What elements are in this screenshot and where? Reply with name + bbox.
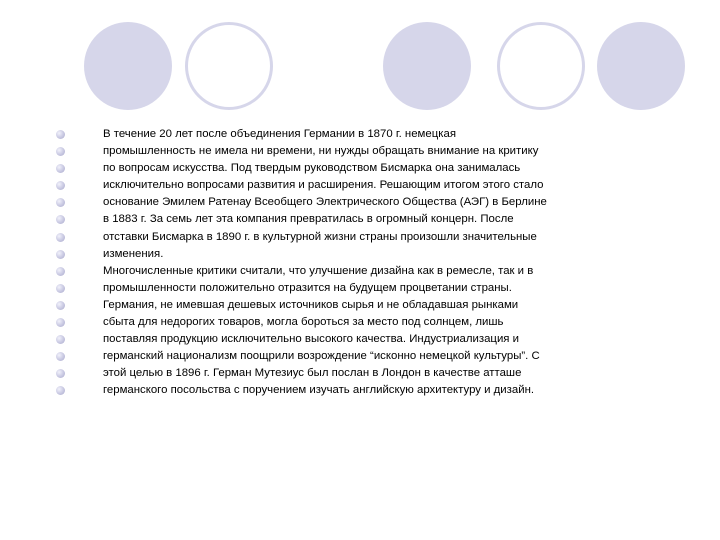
list-item [56,126,656,143]
circle-filled-2 [383,22,471,110]
list-item [56,280,656,297]
list-item-text: сбыта для недорогих товаров, могла бороться за место под солнцем, лишь [103,316,504,329]
list-item [56,194,656,211]
list-item-text: по вопросам искусства. Под твердым руководством Бисмарка она занималась [103,162,521,175]
list-item [56,160,656,177]
list-item-text: отставки Бисмарка в 1890 г. в культурной жизни страны произошли значительные [103,230,537,243]
bullet-icon [56,147,65,156]
list-item-text: в 1883 г. За семь лет эта компания превратилась в огромный концерн. После [103,213,514,226]
circle-outline-2 [497,22,585,110]
list-item [56,263,656,280]
list-item [56,246,656,263]
bullet-icon [56,335,65,344]
circle-filled-1 [84,22,172,110]
bullet-icon [56,181,65,190]
bullet-icon [56,198,65,207]
list-item-text: изменения. [103,247,164,260]
bullet-icon [56,164,65,173]
list-item [56,382,656,399]
list-item [56,314,656,331]
bullet-icon [56,130,65,139]
list-item [56,177,656,194]
circle-outline-1 [185,22,273,110]
list-item-text: Германия, не имевшая дешевых источников сырья и не обладавшая рынками [103,298,519,311]
list-item [56,348,656,365]
bullet-icon [56,369,65,378]
bullet-list [56,126,656,400]
circle-filled-3 [597,22,685,110]
list-item-text: германского посольства с поручением изучать английскую архитектуру и дизайн. [103,384,535,397]
list-item-text: промышленности положительно отразится на будущем процветании страны. [103,281,512,294]
list-item-text: исключительно вопросами развития и расширения. Решающим итогом этого стало [103,179,544,192]
list-item-text: основание Эмилем Ратенау Всеобщего Электрического Общества (АЭГ) в Берлине [103,196,547,209]
bullet-icon [56,301,65,310]
list-item-text: этой целью в 1896 г. Герман Мутезиус был послан в Лондон в качестве атташе [103,367,522,380]
list-item-text: поставляя продукцию исключительно высокого качества. Индустриализация и [103,333,520,346]
list-item [56,229,656,246]
bullet-icon [56,267,65,276]
list-item [56,297,656,314]
list-item [56,365,656,382]
bullet-icon [56,318,65,327]
bullet-icon [56,284,65,293]
list-item-text: В течение 20 лет после объединения Германии в 1870 г. немецкая [103,128,456,140]
bullet-icon [56,233,65,242]
list-item [56,331,656,348]
list-item [56,143,656,160]
bullet-icon [56,250,65,259]
list-item-text: Многочисленные критики считали, что улучшение дизайна как в ремесле, так и в [103,264,534,277]
list-item [56,211,656,228]
list-item-text: германский национализм поощрили возрождение “исконно немецкой культуры”. С [103,350,540,363]
bullet-icon [56,386,65,395]
bullet-icon [56,352,65,361]
bullet-icon [56,215,65,224]
list-item-text: промышленность не имела ни времени, ни нужды обращать внимание на критику [103,145,539,158]
decorative-circles [0,0,720,130]
